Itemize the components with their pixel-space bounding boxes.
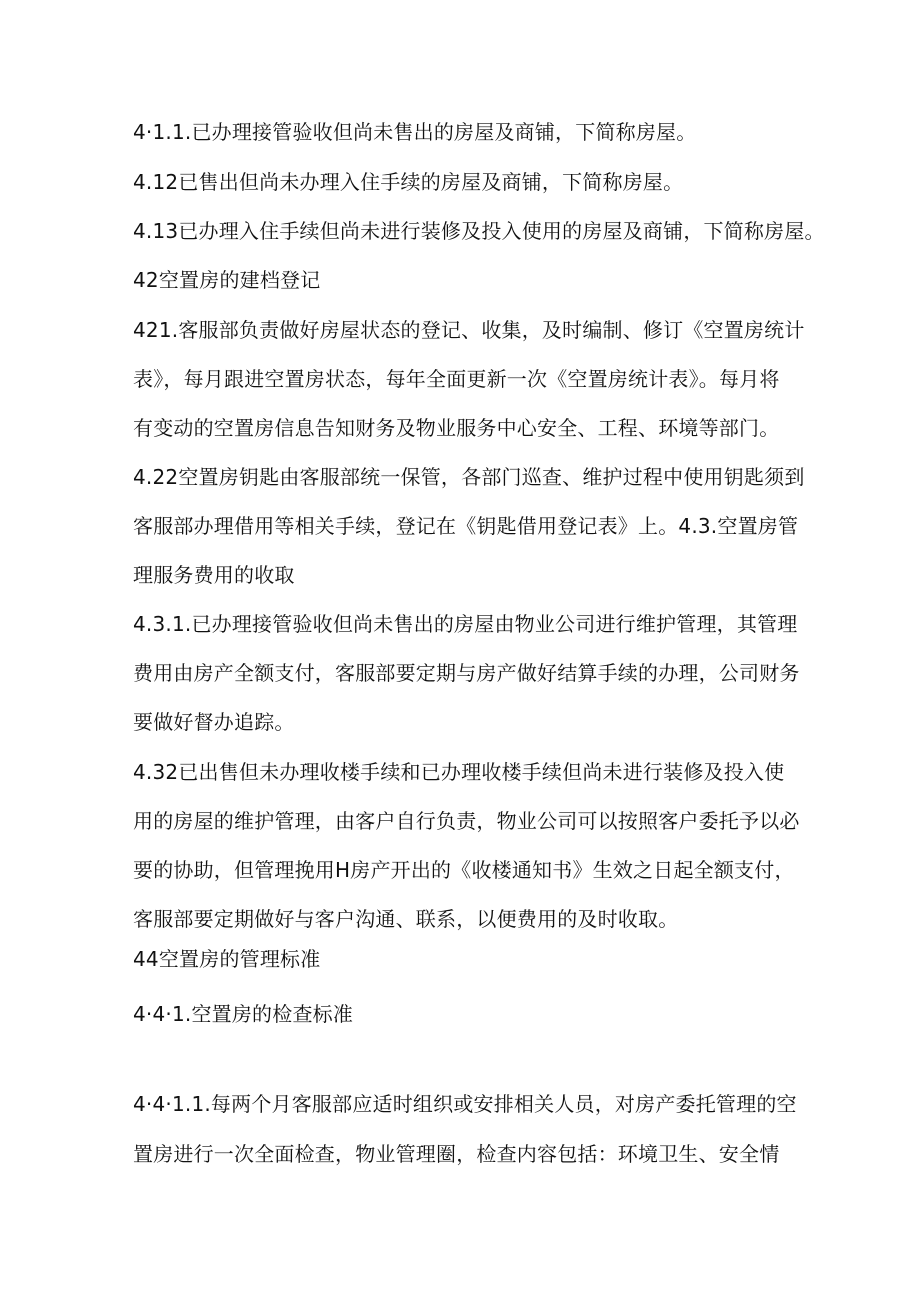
text-line: 4.12已售出但尚未办理入住手续的房屋及商铺，下简称房屋。 xyxy=(133,170,684,194)
text-line: 理服务费用的收取 xyxy=(133,563,295,587)
text-line: 4.22空置房钥匙由客服部统一保管，各部门巡查、维护过程中使用钥匙须到 xyxy=(133,465,805,489)
text-line: 置房进行一次全面检查，物业管理圈，检查内容包括：环境卫生、安全情 xyxy=(133,1142,780,1166)
text-line: 4.32已出售但未办理收楼手续和已办理收楼手续但尚未进行装修及投入使 xyxy=(133,760,785,784)
text-line: 4·4·1.1.每两个月客服部应适时组织或安排相关人员，对房产委托管理的空 xyxy=(133,1092,797,1116)
text-line: 客服部要定期做好与客户沟通、联系，以便费用的及时收取。 xyxy=(133,907,679,931)
text-line: 客服部办理借用等相关手续，登记在《钥匙借用登记表》上。4.3.空置房管 xyxy=(133,514,799,538)
text-line: 4.13已办理入住手续但尚未进行装修及投入使用的房屋及商铺，下简称房屋。 xyxy=(133,219,825,243)
text-line: 4.3.1.已办理接管验收但尚未售出的房屋由物业公司进行维护管理，其管理 xyxy=(133,612,798,636)
text-line: 费用由房产全额支付，客服部要定期与房产做好结算手续的办理，公司财务 xyxy=(133,661,800,685)
text-line: 421.客服部负责做好房屋状态的登记、收集，及时编制、修订《空置房统计 xyxy=(133,318,805,342)
section-heading: 42空置房的建档登记 xyxy=(133,268,321,292)
section-heading: 44空置房的管理标准 xyxy=(133,947,321,971)
text-line: 用的房屋的维护管理，由客户自行负责，物业公司可以按照客户委托予以必 xyxy=(133,809,800,833)
text-line: 4·1.1.已办理接管验收但尚未售出的房屋及商铺，下简称房屋。 xyxy=(133,120,697,144)
text-line: 有变动的空置房信息告知财务及物业服务中心安全、工程、环境等部门。 xyxy=(133,416,780,440)
text-line: 要做好督办追踪。 xyxy=(133,710,295,734)
text-line: 要的协助，但管理挽用H房产开出的《收楼通知书》生效之日起全额支付， xyxy=(133,858,795,882)
text-line: 表》，每月跟进空置房状态，每年全面更新一次《空置房统计表》。每月将 xyxy=(133,367,780,391)
subsection-heading: 4·4·1.空置房的检查标准 xyxy=(133,1002,354,1026)
